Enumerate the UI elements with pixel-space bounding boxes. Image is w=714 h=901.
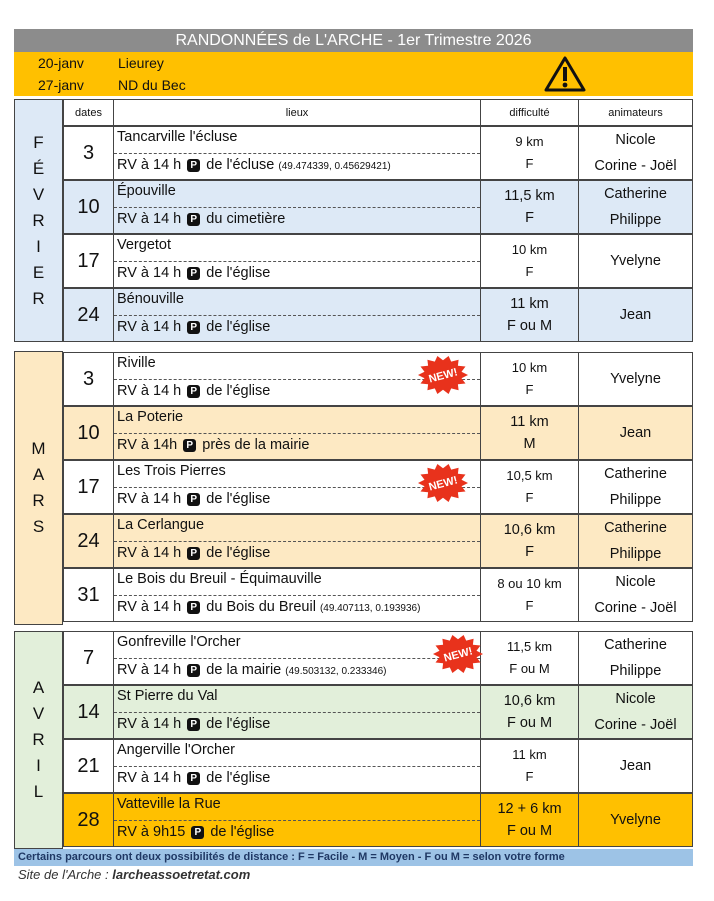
month-letter: R — [32, 288, 45, 308]
parking-icon: P — [187, 601, 200, 614]
row-divider — [114, 315, 480, 316]
animator-name: Corine - Joël — [594, 600, 677, 616]
parking-icon: P — [187, 159, 200, 172]
animators-cell — [578, 685, 693, 739]
pre-event-place: ND du Bec — [118, 77, 186, 93]
parking-icon: P — [187, 493, 200, 506]
meeting-time: RV à 14 h — [117, 599, 182, 615]
month-letter: E — [32, 262, 45, 282]
meeting-location: du Bois du Breuil — [206, 599, 316, 615]
place-cell — [113, 180, 481, 234]
meeting-time: RV à 14 h — [117, 211, 182, 227]
month-letter: S — [32, 517, 45, 536]
place-cell — [113, 739, 481, 793]
place-cell — [113, 288, 481, 342]
animator-name: Philippe — [609, 492, 662, 508]
place-name: Épouville — [117, 183, 176, 199]
animators-cell — [578, 631, 693, 685]
parking-icon: P — [187, 321, 200, 334]
distance: 11 km — [510, 296, 549, 312]
place-name: Bénouville — [117, 291, 184, 307]
animators-cell — [578, 514, 693, 568]
meeting-location: de l'église — [206, 545, 271, 561]
animators-cell — [578, 288, 693, 342]
level: F — [525, 598, 534, 613]
parking-icon: P — [191, 826, 204, 839]
animator-name: Jean — [619, 425, 652, 441]
parking-icon: P — [183, 439, 196, 452]
animator-name: Yvelyne — [610, 812, 661, 828]
month-letter: F — [33, 132, 44, 152]
animator-name: Catherine — [604, 520, 667, 536]
date-value: 14 — [77, 700, 100, 723]
site-line — [18, 867, 250, 882]
place-cell — [113, 514, 481, 568]
badge-label: NEW! — [442, 645, 474, 665]
distance: 10,6 km — [503, 522, 556, 538]
distance: 11 km — [512, 747, 547, 762]
row-divider — [114, 261, 480, 262]
month-letter: A — [32, 678, 45, 697]
date-cell — [63, 631, 114, 685]
meeting-location: de l'église — [206, 383, 271, 399]
place-name: La Poterie — [117, 409, 184, 425]
row-divider — [114, 595, 480, 596]
row-divider — [114, 712, 480, 713]
badge-label: NEW! — [427, 474, 459, 494]
site-link[interactable]: larcheassoetretat.com — [112, 867, 251, 882]
place-name: Le Bois du Breuil - Équimauville — [117, 571, 322, 587]
date-value: 21 — [77, 754, 100, 777]
row-divider — [114, 541, 480, 542]
date-cell — [63, 739, 114, 793]
meeting-time: RV à 14 h — [117, 662, 182, 678]
place-cell — [113, 406, 481, 460]
date-cell — [63, 460, 114, 514]
meeting-time: RV à 14 h — [117, 770, 182, 786]
meeting-point — [117, 545, 477, 561]
meeting-location: de l'église — [210, 824, 275, 840]
meeting-time: RV à 14 h — [117, 265, 182, 281]
date-value: 10 — [77, 421, 100, 444]
difficulty-cell — [480, 631, 579, 685]
row-divider — [114, 207, 480, 208]
place-cell — [113, 234, 481, 288]
meeting-location: de la mairie — [206, 662, 282, 678]
date-cell — [63, 352, 114, 406]
level: F ou M — [506, 715, 553, 731]
difficulty-cell — [480, 685, 579, 739]
month-letter: I — [36, 236, 41, 256]
meeting-location: de l'église — [206, 265, 271, 281]
month-fevrier — [14, 99, 63, 342]
gps-coordinates: (49.474339, 0.45629421) — [278, 161, 391, 172]
place-name: La Cerlangue — [117, 517, 205, 533]
date-cell — [63, 126, 114, 180]
new-badge-icon — [417, 355, 469, 395]
animators-cell — [578, 568, 693, 622]
place-name: Vatteville la Rue — [117, 796, 221, 812]
meeting-point — [117, 265, 477, 281]
meeting-time: RV à 14 h — [117, 319, 182, 335]
parking-icon: P — [187, 213, 200, 226]
month-letter: V — [32, 184, 45, 204]
meeting-point — [117, 157, 477, 173]
meeting-time: RV à 9h15 — [117, 824, 186, 840]
meeting-time: RV à 14 h — [117, 157, 182, 173]
animators-cell — [578, 234, 693, 288]
date-value: 24 — [77, 529, 100, 552]
row-divider — [114, 820, 480, 821]
difficulty-cell — [480, 234, 579, 288]
level: F ou M — [506, 823, 553, 839]
animator-name: Yvelyne — [610, 253, 661, 269]
meeting-point — [117, 599, 477, 615]
animator-name: Philippe — [609, 212, 662, 228]
animator-name: Nicole — [615, 132, 656, 148]
warning-icon — [544, 56, 586, 92]
gps-coordinates: (49.503132, 0.233346) — [285, 666, 387, 677]
level: F ou M — [506, 318, 553, 334]
animator-name: Nicole — [615, 691, 656, 707]
distance: 10 km — [511, 242, 548, 257]
meeting-time: RV à 14 h — [117, 383, 182, 399]
animator-name: Philippe — [609, 663, 662, 679]
animator-name: Corine - Joël — [594, 158, 677, 174]
parking-icon: P — [187, 772, 200, 785]
meeting-time: RV à 14h — [117, 437, 178, 453]
meeting-time: RV à 14 h — [117, 716, 182, 732]
level: F ou M — [509, 661, 550, 676]
difficulty-cell — [480, 126, 579, 180]
animator-name: Philippe — [609, 546, 662, 562]
parking-icon: P — [187, 664, 200, 677]
date-value: 31 — [77, 583, 100, 606]
date-cell — [63, 685, 114, 739]
row-divider — [114, 153, 480, 154]
difficulty-cell — [480, 739, 579, 793]
animators-cell — [578, 793, 693, 847]
month-letter: M — [31, 439, 46, 458]
place-name: Angerville l'Orcher — [117, 742, 236, 758]
month-letter: É — [32, 158, 45, 178]
header-lieux: lieux — [113, 99, 481, 126]
month-letter: R — [32, 210, 45, 230]
place-cell — [113, 126, 481, 180]
gps-coordinates: (49.407113, 0.193936) — [319, 603, 421, 614]
header-difficulte: difficulté — [480, 99, 579, 126]
difficulty-cell — [480, 180, 579, 234]
date-value: 28 — [77, 808, 100, 831]
month-letter: R — [32, 491, 45, 510]
place-name: Tancarville l'écluse — [117, 129, 238, 145]
month-mars — [14, 351, 63, 625]
difficulty-cell — [480, 514, 579, 568]
animators-cell — [578, 739, 693, 793]
distance: 11,5 km — [506, 639, 553, 654]
month-letter: L — [33, 782, 44, 801]
date-cell — [63, 406, 114, 460]
distance: 10,5 km — [506, 468, 553, 483]
pre-event-row — [14, 52, 693, 74]
pre-event-date: 27-janv — [38, 77, 84, 93]
distance: 11,5 km — [504, 188, 555, 204]
animator-name: Nicole — [615, 574, 656, 590]
place-name: St Pierre du Val — [117, 688, 218, 704]
parking-icon: P — [187, 547, 200, 560]
place-name: Les Trois Pierres — [117, 463, 226, 479]
meeting-point — [117, 824, 477, 840]
date-cell — [63, 514, 114, 568]
date-cell — [63, 568, 114, 622]
site-label: Site de l'Arche : — [18, 867, 109, 882]
level: F — [525, 769, 534, 784]
meeting-location: de l'église — [206, 319, 271, 335]
level: F — [525, 490, 534, 505]
badge-label: NEW! — [427, 366, 459, 386]
place-cell — [113, 568, 481, 622]
date-value: 17 — [77, 249, 100, 272]
meeting-location: de l'église — [206, 491, 271, 507]
month-letter: A — [32, 465, 45, 484]
distance: 10 km — [511, 360, 548, 375]
header-animateurs: animateurs — [578, 99, 693, 126]
meeting-location: du cimetière — [206, 211, 286, 227]
meeting-point — [117, 211, 477, 227]
meeting-point — [117, 662, 477, 678]
level: F — [525, 544, 534, 560]
date-cell — [63, 793, 114, 847]
place-name: Vergetot — [117, 237, 172, 253]
date-value: 3 — [82, 367, 95, 390]
distance: 9 km — [515, 134, 544, 149]
animators-cell — [578, 180, 693, 234]
meeting-location: de l'église — [206, 716, 271, 732]
difficulty-cell — [480, 406, 579, 460]
pre-event-row — [14, 74, 693, 96]
date-value: 24 — [77, 303, 100, 326]
level: M — [523, 436, 536, 452]
header-dates: dates — [63, 99, 114, 126]
difficulty-cell — [480, 793, 579, 847]
animator-name: Catherine — [604, 466, 667, 482]
parking-icon: P — [187, 267, 200, 280]
month-avril — [14, 631, 63, 849]
date-value: 10 — [77, 195, 100, 218]
date-cell — [63, 180, 114, 234]
parking-icon: P — [187, 718, 200, 731]
date-value: 3 — [82, 141, 95, 164]
date-value: 17 — [77, 475, 100, 498]
meeting-time: RV à 14 h — [117, 491, 182, 507]
month-letter: R — [32, 730, 45, 749]
place-cell — [113, 685, 481, 739]
animator-name: Jean — [619, 307, 652, 323]
animators-cell — [578, 460, 693, 514]
place-cell — [113, 793, 481, 847]
pre-event-date: 20-janv — [38, 55, 84, 71]
animator-name: Yvelyne — [610, 371, 661, 387]
place-name: Gonfreville l'Orcher — [117, 634, 241, 650]
animator-name: Catherine — [604, 637, 667, 653]
row-divider — [114, 766, 480, 767]
level: F — [525, 156, 534, 171]
meeting-location: près de la mairie — [202, 437, 310, 453]
meeting-point — [117, 770, 477, 786]
level: F — [525, 210, 534, 226]
month-letter: V — [32, 704, 45, 723]
date-value: 7 — [82, 646, 95, 669]
parking-icon: P — [187, 385, 200, 398]
level: F — [525, 382, 534, 397]
pre-events — [14, 52, 693, 96]
place-name: Riville — [117, 355, 156, 371]
new-badge-icon — [417, 463, 469, 503]
difficulty-cell — [480, 288, 579, 342]
footer-note: Certains parcours ont deux possibilités de distance : F = Facile - M = Moyen - F ou M = selon votre forme — [14, 849, 693, 866]
meeting-point — [117, 716, 477, 732]
animator-name: Corine - Joël — [594, 717, 677, 733]
row-divider — [114, 658, 480, 659]
distance: 10,6 km — [503, 693, 556, 709]
animator-name: Jean — [619, 758, 652, 774]
meeting-point — [117, 437, 477, 453]
meeting-time: RV à 14 h — [117, 545, 182, 561]
month-letter: I — [36, 756, 41, 775]
difficulty-cell — [480, 352, 579, 406]
distance: 12 + 6 km — [497, 801, 562, 817]
date-cell — [63, 234, 114, 288]
animators-cell — [578, 406, 693, 460]
new-badge-icon — [432, 634, 484, 674]
meeting-location: de l'écluse — [206, 157, 275, 173]
place-cell — [113, 631, 481, 685]
animators-cell — [578, 126, 693, 180]
meeting-point — [117, 319, 477, 335]
animators-cell — [578, 352, 693, 406]
page-title: RANDONNÉES de L'ARCHE - 1er Trimestre 2026 — [14, 29, 693, 52]
pre-event-place: Lieurey — [118, 55, 164, 71]
animator-name: Catherine — [604, 186, 667, 202]
row-divider — [114, 433, 480, 434]
difficulty-cell — [480, 568, 579, 622]
date-cell — [63, 288, 114, 342]
meeting-location: de l'église — [206, 770, 271, 786]
difficulty-cell — [480, 460, 579, 514]
distance: 8 ou 10 km — [497, 576, 562, 591]
level: F — [525, 264, 534, 279]
distance: 11 km — [510, 414, 549, 430]
